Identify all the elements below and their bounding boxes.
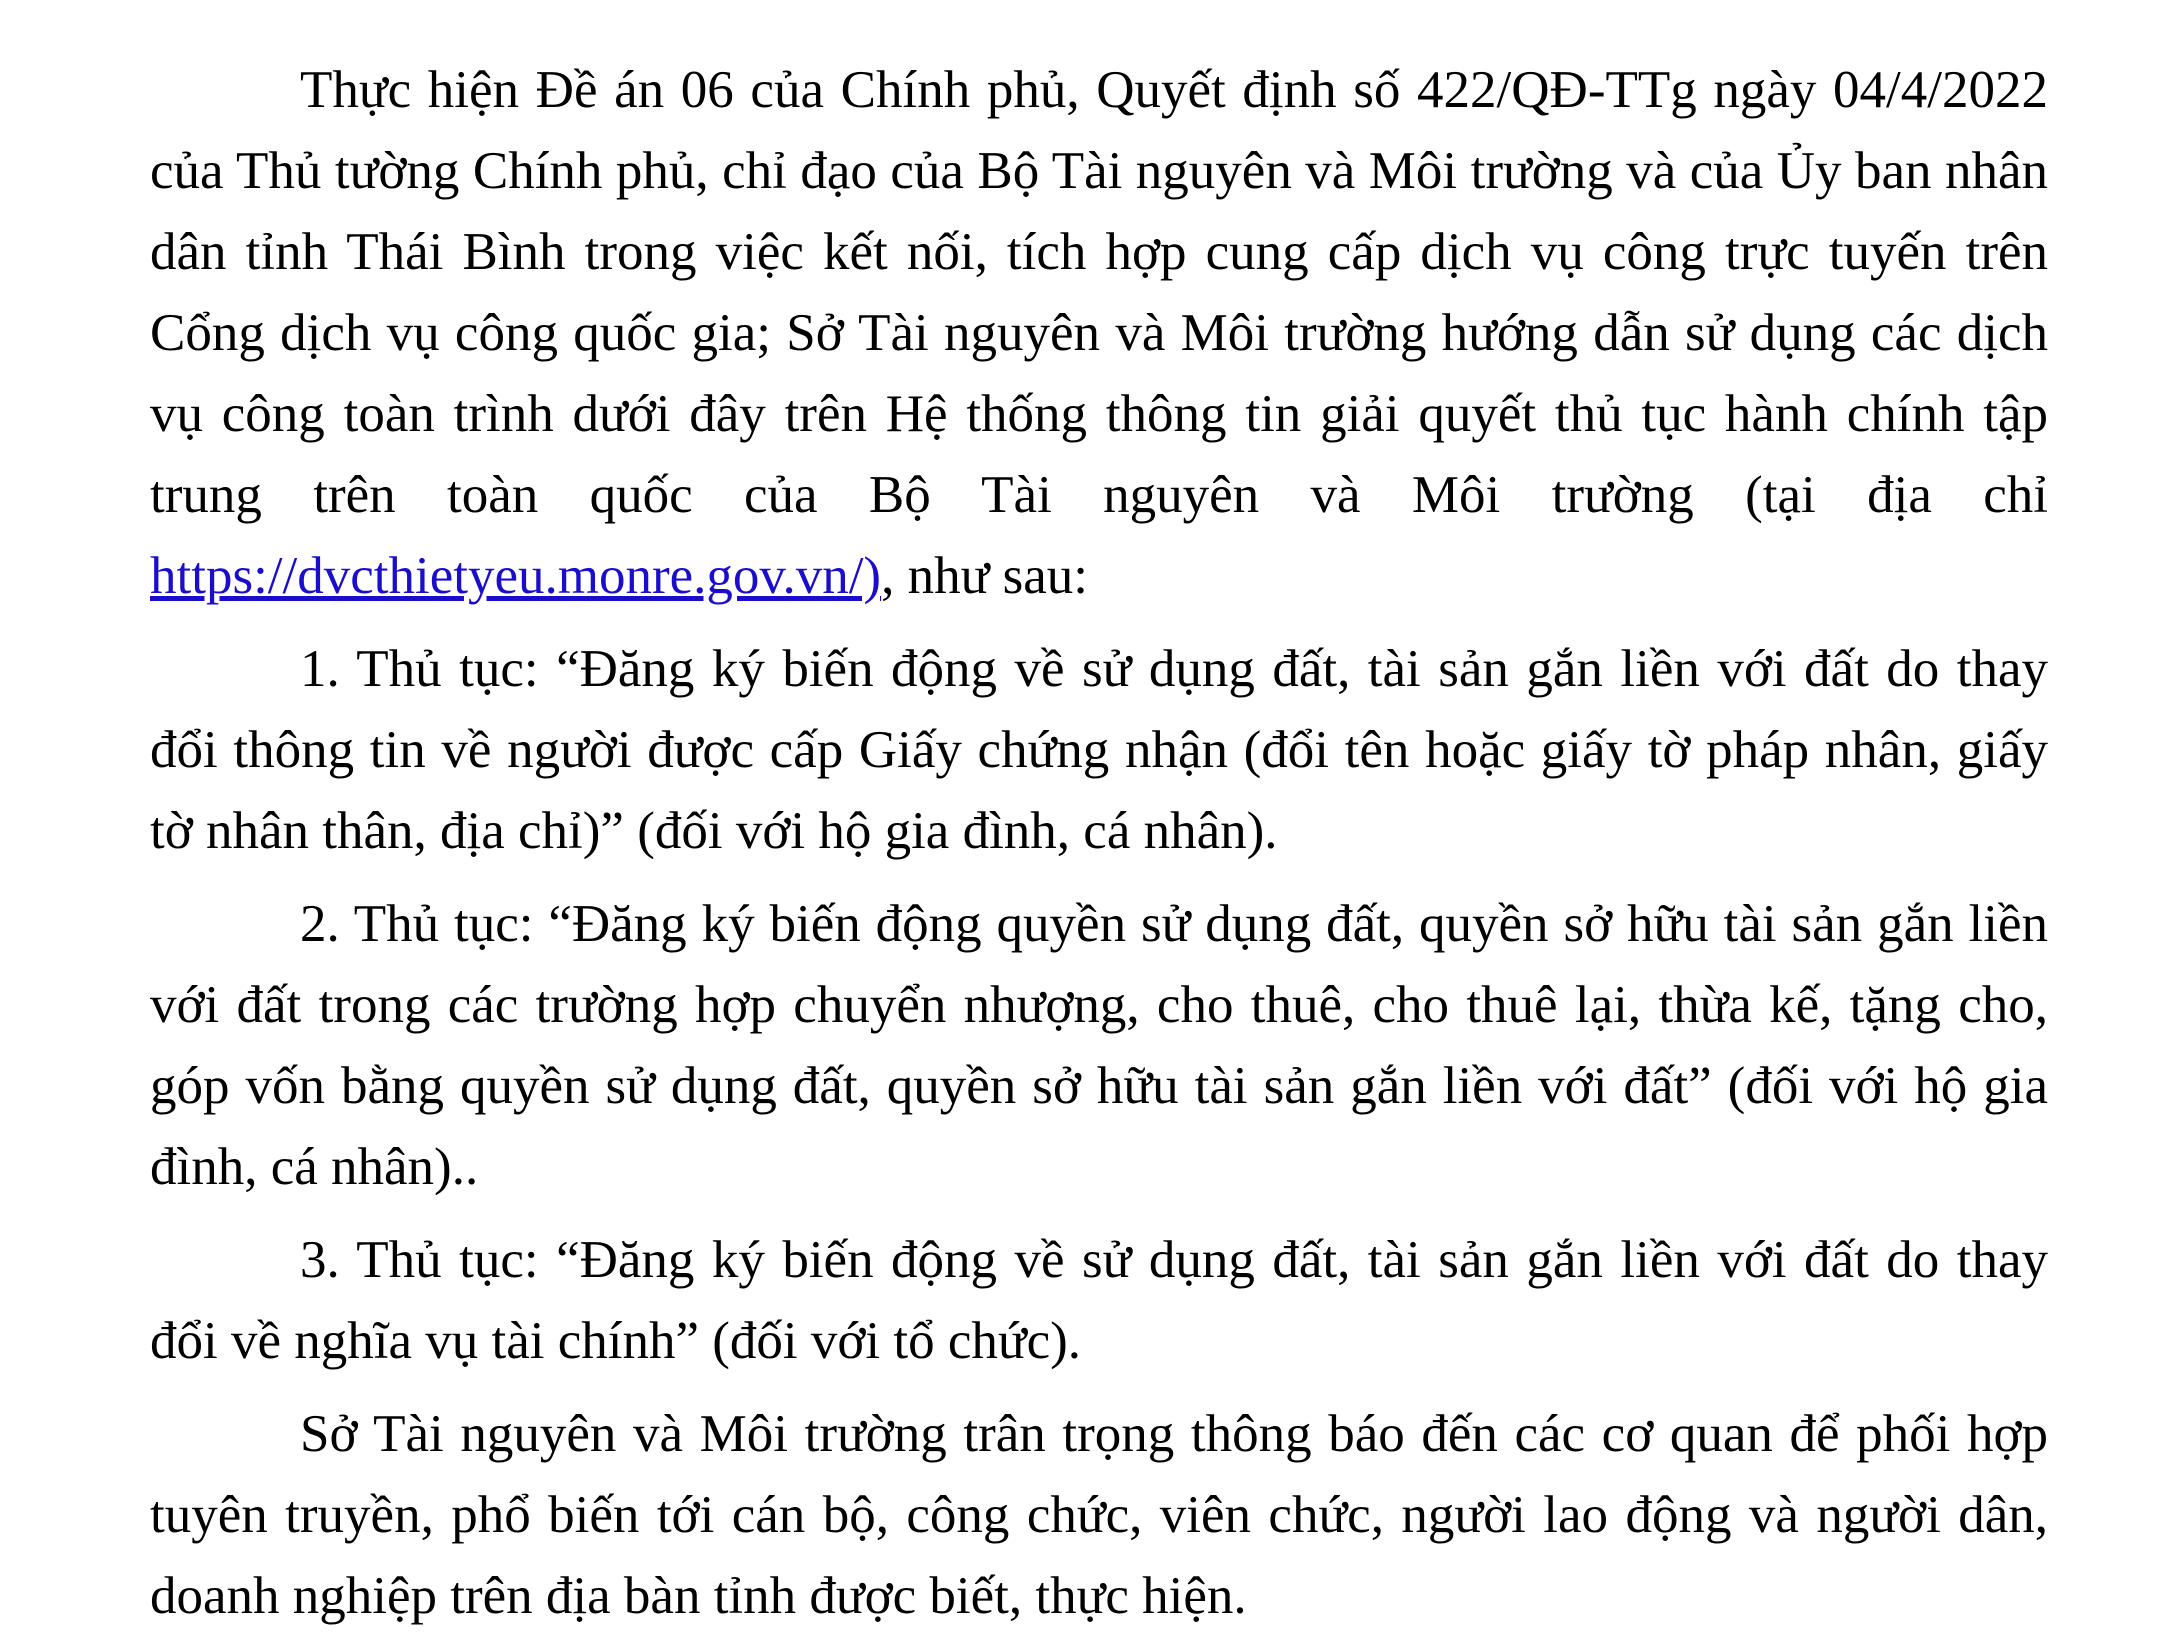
procedure-item-2: 2. Thủ tục: “Đăng ký biến động quyền sử dụng đất, quyền sở hữu tài sản gắn liền với đất trong các trường hợp chuyển nhượng, cho thuê, cho thuê lại, thừa kế, tặng cho, góp vốn bằng quyền sử dụng đất, quyền sở hữu tài sản gắn liền với đất” (đối với hộ gia đình, cá nhân).. — [150, 895, 2048, 1196]
intro-text: Thực hiện Đề án 06 của Chính phủ, Quyết định số 422/QĐ-TTg ngày 04/4/2022 của Thủ tường Chính phủ, chỉ đạo của Bộ Tài nguyên và Môi trường và của Ủy ban nhân dân tỉnh Thái Bình trong việc kết nối, tích hợp cung cấp dịch vụ công trực tuyến trên Cổng dịch vụ công quốc gia; Sở Tài nguyên và Môi trường hướng dẫn sử dụng các dịch vụ công toàn trình dưới đây trên Hệ thống thông tin giải quyết thủ tục hành chính tập trung trên toàn quốc của Bộ Tài nguyên và Môi trường (tại địa chỉ — [150, 61, 2048, 524]
portal-link[interactable]: https://dvcthietyeu.monre.gov.vn/) — [150, 547, 882, 605]
document-body — [150, 50, 2048, 1637]
procedure-item-3: 3. Thủ tục: “Đăng ký biến động về sử dụng đất, tài sản gắn liền với đất do thay đổi về nghĩa vụ tài chính” (đối với tổ chức). — [150, 1231, 2048, 1370]
closing-paragraph: Sở Tài nguyên và Môi trường trân trọng thông báo đến các cơ quan để phối hợp tuyên truyền, phổ biến tới cán bộ, công chức, viên chức, người lao động và người dân, doanh nghiệp trên địa bàn tỉnh được biết, thực hiện. — [150, 1405, 2048, 1625]
intro-paragraph — [150, 50, 2048, 617]
procedure-item-1: 1. Thủ tục: “Đăng ký biến động về sử dụng đất, tài sản gắn liền với đất do thay đổi thông tin về người được cấp Giấy chứng nhận (đổi tên hoặc giấy tờ pháp nhân, giấy tờ nhân thân, địa chỉ)” (đối với hộ gia đình, cá nhân). — [150, 640, 2048, 860]
intro-text-end: , như sau: — [881, 547, 1088, 605]
